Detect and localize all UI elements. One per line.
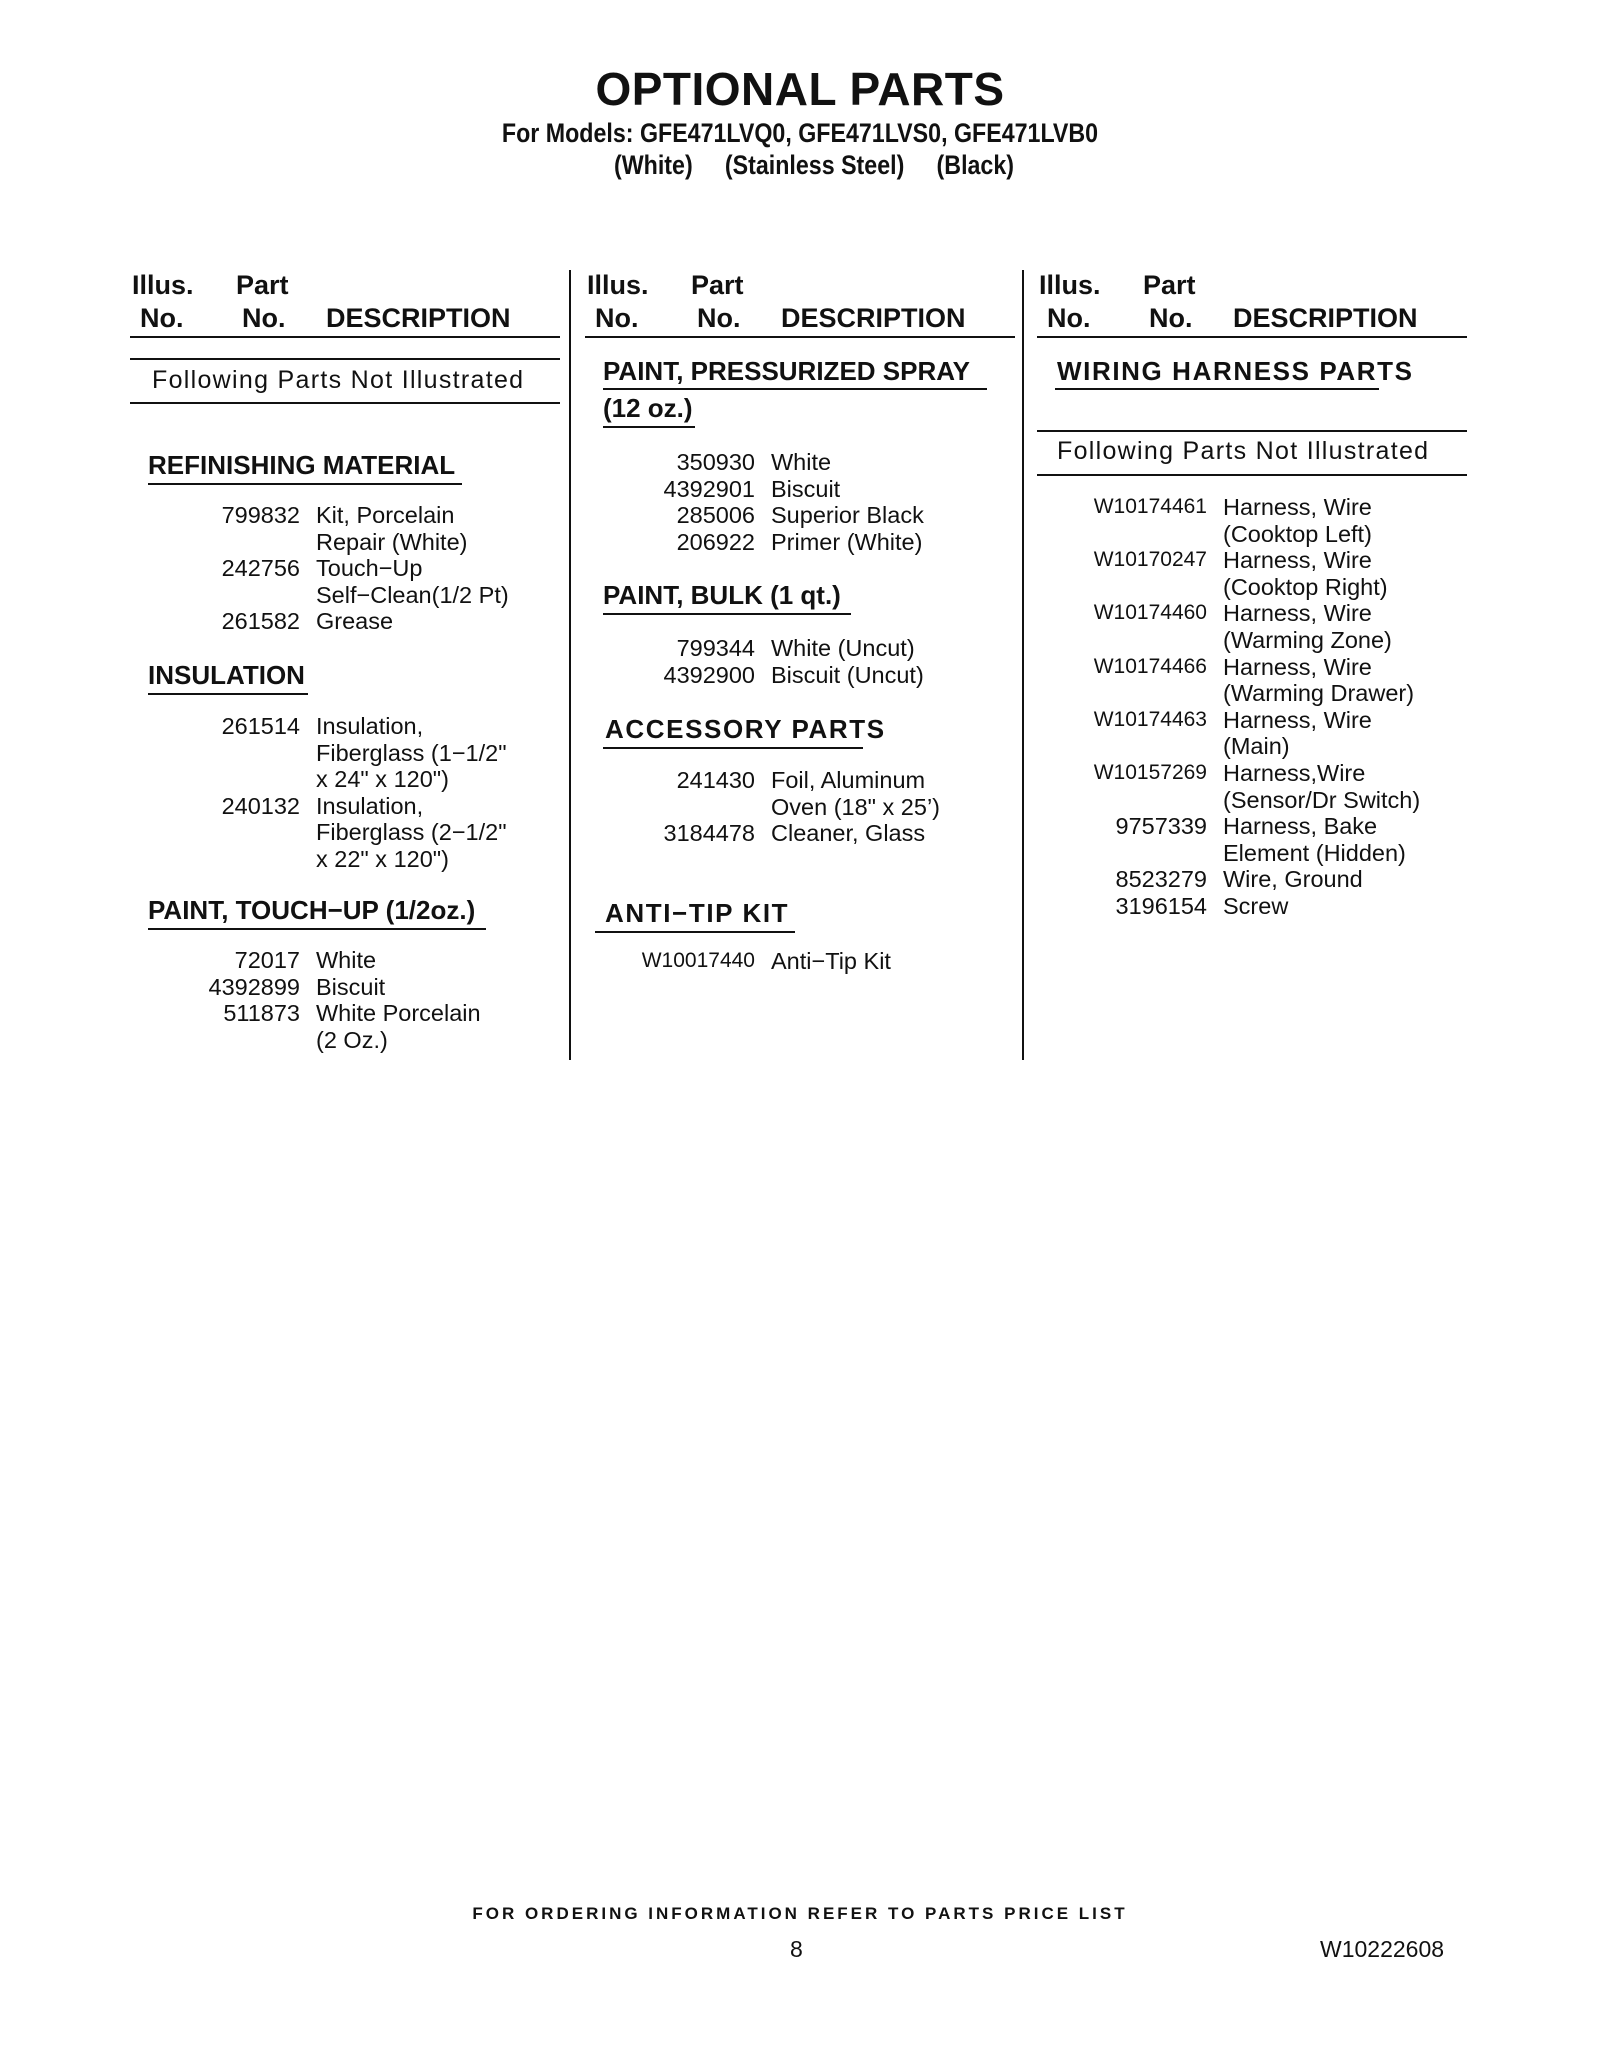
header-part: Part [691, 270, 744, 300]
section-title-bulk: PAINT, BULK (1 qt.) [603, 580, 841, 610]
part-row [585, 635, 924, 662]
part-row [1037, 760, 1420, 813]
parts-list-wiring [1037, 494, 1420, 920]
column-header [130, 270, 580, 338]
part-number: 240132 [221, 792, 300, 819]
header-description: DESCRIPTION [1233, 303, 1418, 333]
part-description: Anti−Tip Kit [771, 948, 891, 974]
part-row [585, 662, 924, 689]
part-description: White [316, 947, 377, 973]
header-part-no: No. [1149, 303, 1193, 333]
part-row [585, 502, 924, 529]
part-row [1037, 893, 1420, 920]
section-title-spray: PAINT, PRESSURIZED SPRAY [603, 356, 970, 386]
part-description: Touch−Up Self−Clean(1/2 Pt) [316, 555, 509, 608]
part-row [130, 713, 507, 793]
parts-list-spray [585, 449, 924, 555]
part-number: 3184478 [663, 820, 755, 847]
not-illustrated-note: Following Parts Not Illustrated [152, 366, 525, 394]
part-row [1037, 547, 1420, 600]
part-description: Insulation, Fiberglass (1−1/2" x 24" x 120") [316, 713, 507, 793]
part-row [1037, 654, 1420, 707]
column-header [1037, 270, 1487, 338]
part-number: 206922 [676, 528, 755, 555]
column-divider [569, 270, 571, 1060]
part-row [585, 476, 924, 503]
parts-list-accessory [585, 767, 940, 847]
part-row [1037, 866, 1420, 893]
part-description: Grease [316, 608, 394, 635]
part-description: Harness, Wire (Main) [1223, 706, 1372, 760]
part-number: 799344 [676, 635, 755, 661]
part-number: 261514 [221, 713, 300, 739]
parts-list-antitip [585, 948, 891, 975]
part-row [585, 767, 940, 820]
part-number: 72017 [234, 947, 300, 973]
part-description: White (Uncut) [771, 635, 915, 661]
header-rule [585, 336, 1015, 338]
part-number: 261582 [221, 608, 300, 635]
section-title-insulation: INSULATION [148, 660, 305, 690]
part-row [130, 974, 481, 1001]
part-description: Biscuit (Uncut) [771, 661, 924, 688]
section-title-accessory: ACCESSORY PARTS [605, 714, 886, 744]
document-number: W10222608 [1320, 1936, 1445, 1962]
part-number: 799832 [221, 502, 300, 528]
part-number: W10174460 [1093, 601, 1207, 625]
header-part-no: No. [242, 303, 286, 333]
parts-column-1 [130, 270, 580, 1053]
part-number: 4392901 [663, 475, 755, 502]
part-description: Insulation, Fiberglass (2−1/2" x 22" x 120") [316, 792, 507, 872]
part-row [130, 947, 481, 974]
models-subtitle: For Models: GFE471LVQ0, GFE471LVS0, GFE471LVB0 [501, 118, 1099, 148]
section-underline [148, 483, 462, 485]
part-number: 3196154 [1115, 892, 1207, 919]
section-underline [603, 426, 695, 428]
divider [1037, 474, 1467, 476]
page-title: OPTIONAL PARTS [595, 63, 1005, 115]
header-illus: Illus. [587, 270, 649, 300]
part-row [130, 793, 507, 873]
divider [130, 402, 560, 404]
part-number: W10170247 [1093, 548, 1207, 572]
part-number: 511873 [223, 1000, 300, 1027]
section-title-refinishing: REFINISHING MATERIAL [148, 450, 456, 480]
header-rule [1037, 336, 1467, 338]
divider [130, 358, 560, 360]
header-illus: Illus. [1039, 270, 1101, 300]
divider [1037, 430, 1467, 432]
parts-list-touchup [130, 947, 481, 1053]
not-illustrated-note: Following Parts Not Illustrated [1057, 437, 1430, 465]
part-row [585, 449, 924, 476]
part-number: 350930 [676, 449, 755, 475]
section-underline [603, 388, 987, 390]
part-description: Harness, Wire (Warming Zone) [1223, 600, 1392, 653]
part-number: 9757339 [1115, 813, 1207, 840]
part-row [1037, 813, 1420, 866]
part-description: Harness,Wire (Sensor/Dr Switch) [1223, 759, 1421, 813]
part-description: Primer (White) [771, 528, 923, 555]
part-description: Biscuit [771, 475, 841, 502]
part-row [130, 502, 509, 555]
part-description: Harness, Wire (Warming Drawer) [1223, 653, 1415, 707]
header-description: DESCRIPTION [326, 303, 511, 333]
part-description: Foil, Aluminum Oven (18" x 25’) [771, 767, 940, 820]
part-row [585, 820, 940, 847]
header-illus: Illus. [132, 270, 194, 300]
part-number: 4392900 [663, 661, 755, 688]
part-number: W10174463 [1093, 707, 1207, 731]
part-row [130, 608, 509, 635]
header-rule [130, 336, 560, 338]
part-description: Wire, Ground [1223, 866, 1363, 893]
header-illus-no: No. [1047, 303, 1091, 333]
section-title-touchup: PAINT, TOUCH−UP (1/2oz.) [148, 895, 476, 925]
part-row [1037, 707, 1420, 760]
part-number: W10174461 [1093, 495, 1207, 518]
part-description: Harness, Wire (Cooktop Right) [1223, 547, 1388, 600]
colors-subtitle: (White) (Stainless Steel) (Black) [614, 150, 1014, 180]
part-number: 285006 [676, 502, 755, 529]
header-illus-no: No. [595, 303, 639, 333]
part-row [130, 1000, 481, 1053]
section-title-spray-size: (12 oz.) [603, 393, 693, 423]
part-row [585, 529, 924, 556]
section-underline [1055, 388, 1379, 390]
part-row [1037, 600, 1420, 653]
parts-list-insulation [130, 713, 507, 873]
part-description: White [771, 449, 832, 475]
part-description: Harness, Wire (Cooktop Left) [1223, 494, 1372, 547]
parts-column-3 [1037, 270, 1487, 919]
section-underline [595, 931, 795, 933]
part-row [1037, 494, 1420, 547]
part-description: White Porcelain (2 Oz.) [316, 1000, 481, 1053]
section-underline [148, 928, 486, 930]
part-description: Biscuit [316, 973, 386, 1000]
part-description: Harness, Bake Element (Hidden) [1223, 813, 1406, 866]
section-title-wiring: WIRING HARNESS PARTS [1057, 356, 1414, 386]
part-number: 4392899 [208, 973, 300, 1000]
column-divider [1022, 270, 1024, 1060]
header-part: Part [236, 270, 289, 300]
section-underline [603, 747, 863, 749]
header-illus-no: No. [140, 303, 184, 333]
part-number: 242756 [221, 555, 300, 582]
header-description: DESCRIPTION [781, 303, 966, 333]
header-part: Part [1143, 270, 1196, 300]
section-underline [603, 613, 851, 615]
parts-list-bulk [585, 635, 924, 688]
page-number: 8 [790, 1936, 803, 1962]
column-header [585, 270, 1035, 338]
section-underline [148, 693, 308, 695]
part-number: 8523279 [1115, 866, 1207, 893]
parts-list-refinishing [130, 502, 509, 635]
part-row [130, 555, 509, 608]
parts-column-2 [585, 270, 1035, 974]
part-row [585, 948, 891, 975]
part-number: W10174466 [1093, 654, 1207, 678]
part-description: Kit, Porcelain Repair (White) [316, 502, 468, 555]
ordering-footer: FOR ORDERING INFORMATION REFER TO PARTS PRICE LIST [472, 1904, 1128, 1923]
part-description: Screw [1223, 892, 1289, 919]
part-description: Cleaner, Glass [771, 820, 926, 847]
part-number: W10017440 [641, 949, 755, 972]
part-number: 241430 [676, 767, 755, 793]
section-title-antitip: ANTI−TIP KIT [605, 898, 790, 928]
part-number: W10157269 [1093, 760, 1207, 784]
header-part-no: No. [697, 303, 741, 333]
part-description: Superior Black [771, 502, 924, 529]
